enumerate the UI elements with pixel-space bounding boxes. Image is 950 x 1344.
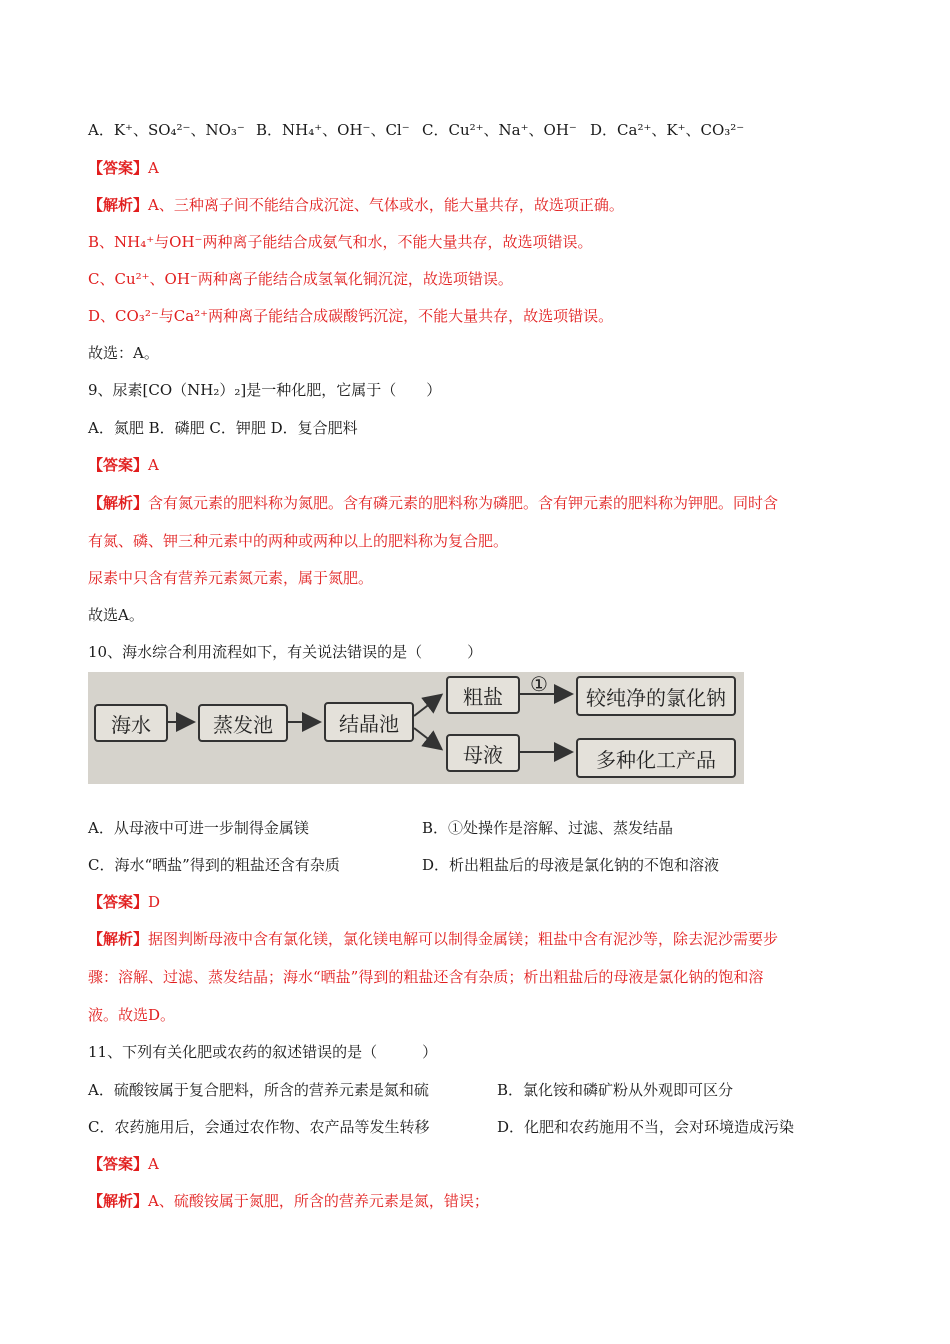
seawater-box: 海水 xyxy=(94,704,168,742)
answer-tag: 【答案】 xyxy=(88,1155,149,1173)
q10-option-a: A．从母液中可进一步制得金属镁 xyxy=(88,819,309,837)
q10-answer xyxy=(88,892,160,912)
q9-stem: 9、尿素[CO（NH₂）₂]是一种化肥，它属于（ ） xyxy=(88,381,442,399)
evaporation-pond-box: 蒸发池 xyxy=(198,704,288,742)
analysis-text: 据图判断母液中含有氯化镁，氯化镁电解可以制得金属镁；粗盐中含有泥沙等，除去泥沙需要步 xyxy=(148,930,779,948)
step-one-marker: ① xyxy=(530,672,548,696)
q9-answer xyxy=(88,455,159,475)
q8-option-d: D．Ca²⁺、K⁺、CO₃²⁻ xyxy=(590,121,745,139)
q10-analysis-line-3: 液。故选D。 xyxy=(88,1006,176,1024)
q10-option-d: D．析出粗盐后的母液是氯化钠的不饱和溶液 xyxy=(422,856,720,874)
analysis-tag: 【解析】 xyxy=(88,930,149,948)
chemical-products-box: 多种化工产品 xyxy=(576,738,736,778)
q11-stem: 11、下列有关化肥或农药的叙述错误的是（ ） xyxy=(88,1043,438,1061)
q8-analysis-line-2: B、NH₄⁺与OH⁻两种离子能结合成氨气和水，不能大量共存，故选项错误。 xyxy=(88,233,593,251)
q8-analysis-line-1 xyxy=(88,195,624,215)
q10-analysis-line-2: 骤：溶解、过滤、蒸发结晶；海水“晒盐”得到的粗盐还含有杂质；析出粗盐后的母液是氯化钠的饱和溶 xyxy=(88,968,764,986)
crude-salt-box: 粗盐 xyxy=(446,676,520,714)
answer-value: D xyxy=(148,893,161,911)
answer-value: A xyxy=(148,456,159,474)
q10-stem: 10、海水综合利用流程如下，有关说法错误的是（ ） xyxy=(88,643,483,661)
q8-option-b: B．NH₄⁺、OH⁻、Cl⁻ xyxy=(256,121,410,139)
q11-option-d: D．化肥和农药施用不当，会对环境造成污染 xyxy=(497,1118,795,1136)
q11-option-a: A．硫酸铵属于复合肥料，所含的营养元素是氮和硫 xyxy=(88,1081,429,1099)
mother-liquor-box: 母液 xyxy=(446,734,520,772)
q8-analysis-line-4: D、CO₃²⁻与Ca²⁺两种离子能结合成碳酸钙沉淀，不能大量共存，故选项错误。 xyxy=(88,307,614,325)
q11-option-c: C．农药施用后，会通过农作物、农产品等发生转移 xyxy=(88,1118,430,1136)
q8-answer xyxy=(88,158,159,178)
analysis-tag: 【解析】 xyxy=(88,494,149,512)
analysis-text: A、三种离子间不能结合成沉淀、气体或水，能大量共存，故选项正确。 xyxy=(148,196,624,214)
seawater-flow-diagram xyxy=(88,672,744,784)
answer-tag: 【答案】 xyxy=(88,456,149,474)
answer-value: A xyxy=(148,1155,159,1173)
q11-analysis-line-1 xyxy=(88,1191,489,1211)
answer-tag: 【答案】 xyxy=(88,159,149,177)
answer-tag: 【答案】 xyxy=(88,893,149,911)
q10-analysis-line-1 xyxy=(88,929,778,949)
analysis-tag: 【解析】 xyxy=(88,1192,149,1210)
analysis-tag: 【解析】 xyxy=(88,196,149,214)
answer-value: A xyxy=(148,159,159,177)
q8-analysis-line-3: C、Cu²⁺、OH⁻两种离子能结合成氢氧化铜沉淀，故选项错误。 xyxy=(88,270,513,288)
crystallization-pond-box: 结晶池 xyxy=(324,702,414,742)
q8-option-a: A．K⁺、SO₄²⁻、NO₃⁻ xyxy=(88,121,245,139)
q9-analysis-line-1 xyxy=(88,493,778,513)
analysis-text: A、硫酸铵属于氮肥，所含的营养元素是氮，错误； xyxy=(148,1192,489,1210)
q10-option-b: B．①处操作是溶解、过滤、蒸发结晶 xyxy=(422,819,674,837)
q10-option-c: C．海水“晒盐”得到的粗盐还含有杂质 xyxy=(88,856,340,874)
q11-option-b: B．氯化铵和磷矿粉从外观即可区分 xyxy=(497,1081,734,1099)
q9-analysis-line-3: 尿素中只含有营养元素氮元素，属于氮肥。 xyxy=(88,569,374,587)
q9-options: A．氮肥 B．磷肥 C．钾肥 D．复合肥料 xyxy=(88,419,358,437)
q9-conclusion: 故选A。 xyxy=(88,606,144,624)
q11-answer xyxy=(88,1154,159,1174)
q9-analysis-line-2: 有氮、磷、钾三种元素中的两种或两种以上的肥料称为复合肥。 xyxy=(88,532,509,550)
q8-conclusion: 故选：A。 xyxy=(88,344,159,362)
pure-nacl-box: 较纯净的氯化钠 xyxy=(576,676,736,716)
q8-option-c: C．Cu²⁺、Na⁺、OH⁻ xyxy=(422,121,577,139)
analysis-text: 含有氮元素的肥料称为氮肥。含有磷元素的肥料称为磷肥。含有钾元素的肥料称为钾肥。同时含 xyxy=(148,494,779,512)
